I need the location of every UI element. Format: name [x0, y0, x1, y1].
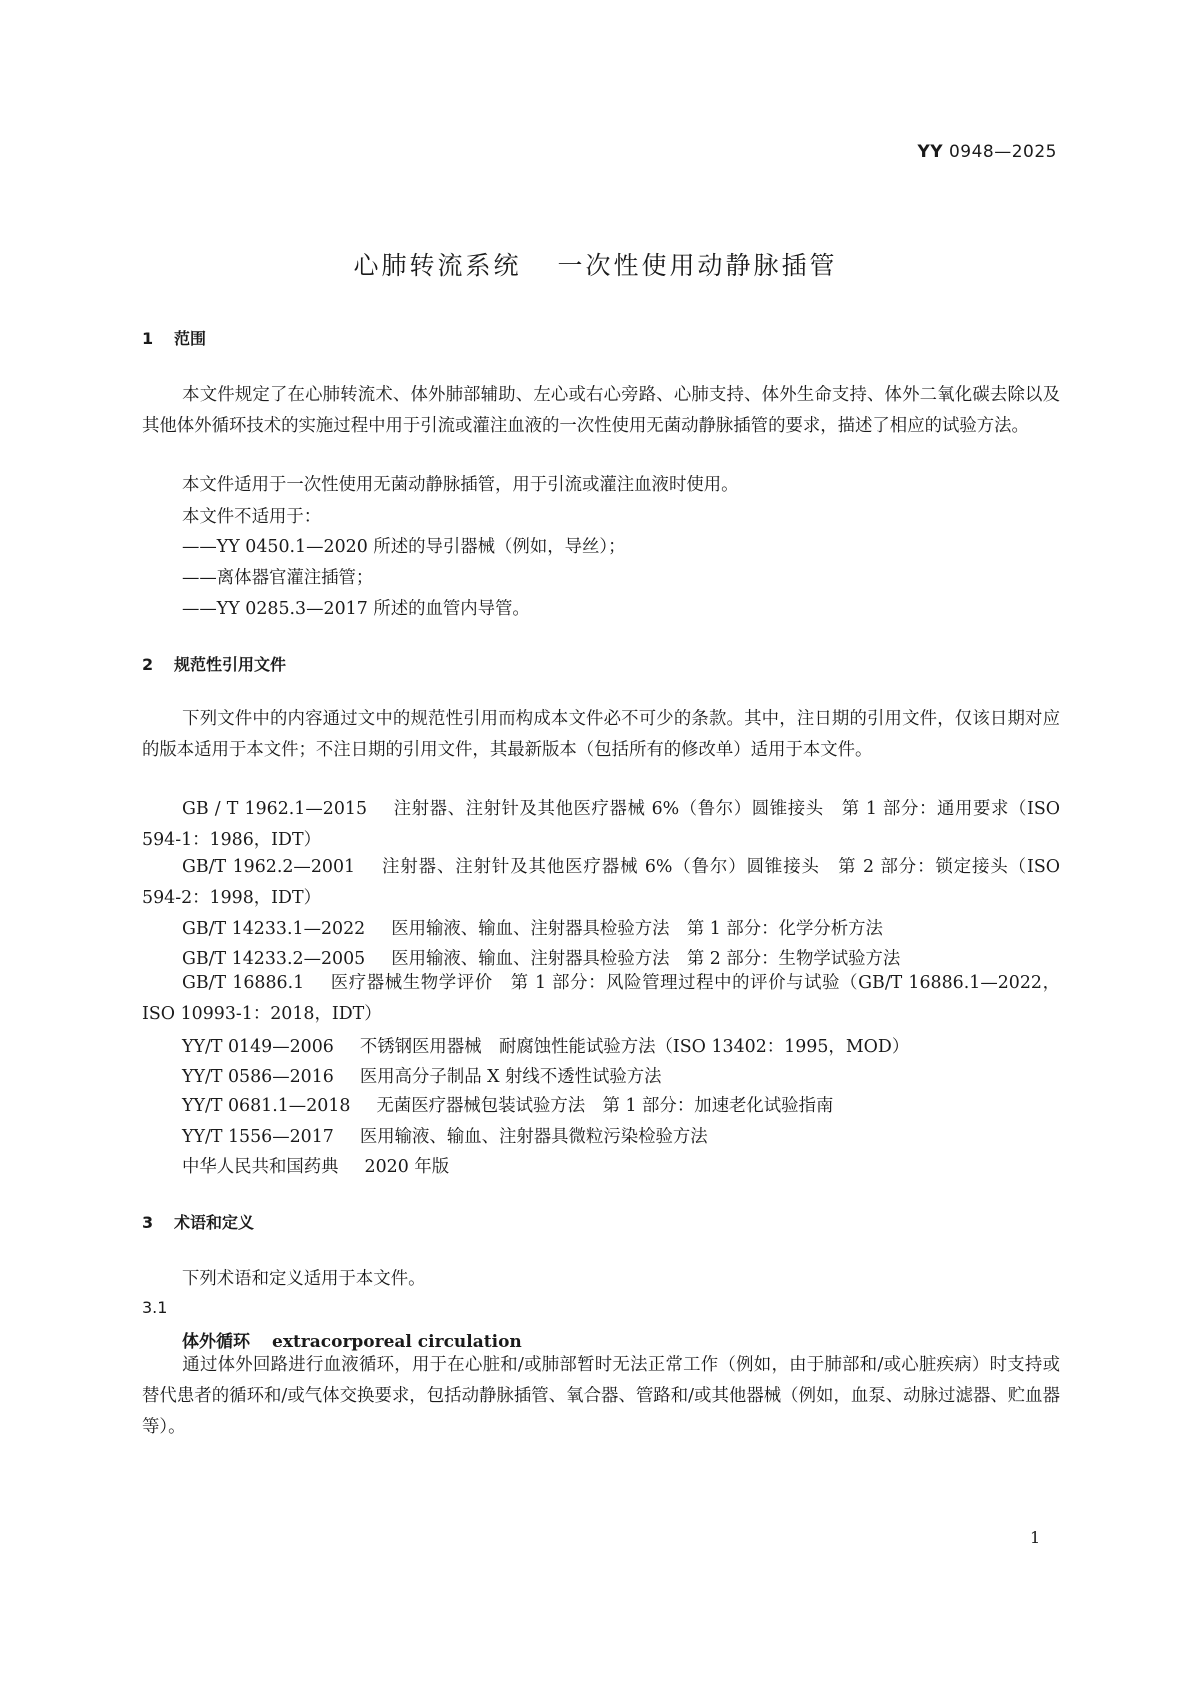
- scope-paragraph-2: 本文件适用于一次性使用无菌动静脉插管，用于引流或灌注血液时使用。: [182, 475, 739, 495]
- reference-item: [182, 1091, 833, 1116]
- terms-intro: 下列术语和定义适用于本文件。: [182, 1269, 426, 1289]
- title-part-1: 心肺转流系统: [353, 251, 522, 280]
- reference-code: GB/T 1962.2—2001: [182, 857, 356, 877]
- reference-item: [182, 1032, 909, 1057]
- reference-item: [182, 944, 900, 969]
- term-entry: [182, 1327, 522, 1352]
- reference-title: 2020 年版: [364, 1157, 450, 1177]
- reference-code: GB/T 14233.2—2005: [182, 949, 366, 969]
- scope-paragraph-1: 本文件规定了在心肺转流术、体外肺部辅助、左心或右心旁路、心肺支持、体外生命支持、体外二氧化碳去除以及其他体外循环技术的实施过程中用于引流或灌注血液的一次性使用无菌动静脉插管的要求，描述了相应的试验方法。: [142, 385, 1060, 436]
- reference-title: 不锈钢医用器械 耐腐蚀性能试验方法（ISO 13402：1995，MOD）: [359, 1037, 910, 1057]
- reference-item: [182, 1062, 662, 1087]
- section-1-heading: [142, 326, 206, 349]
- reference-title: 医用输液、输血、注射器具检验方法 第 2 部分：生物学试验方法: [391, 949, 901, 969]
- section-title: 术语和定义: [174, 1213, 255, 1232]
- reference-code: YY/T 0149—2006: [182, 1037, 334, 1057]
- clause-number: 3.1: [142, 1298, 168, 1317]
- exclusion-item: ——YY 0450.1—2020 所述的导引器械（例如，导丝）；: [182, 537, 626, 557]
- reference-item: [142, 968, 1060, 1030]
- section-number: 2: [142, 655, 154, 674]
- normative-intro: 下列文件中的内容通过文中的规范性引用而构成本文件必不可少的条款。其中，注日期的引用文件，仅该日期对应的版本适用于本文件；不注日期的引用文件，其最新版本（包括所有的修改单）适用于本文件。: [142, 709, 1060, 760]
- standard-code: 0948—2025: [948, 142, 1057, 162]
- section-title: 范围: [174, 329, 207, 348]
- reference-item: [182, 1122, 708, 1147]
- exclusion-item: ——YY 0285.3—2017 所述的血管内导管。: [182, 599, 530, 619]
- page-number: 1: [1030, 1528, 1041, 1547]
- reference-code: YY/T 0586—2016: [182, 1067, 334, 1087]
- reference-title: 医用输液、输血、注射器具微粒污染检验方法: [359, 1127, 708, 1147]
- document-title: [0, 246, 1191, 282]
- reference-title: 医用输液、输血、注射器具检验方法 第 1 部分：化学分析方法: [391, 919, 883, 939]
- reference-code: YY/T 1556—2017: [182, 1127, 334, 1147]
- reference-item: [142, 852, 1060, 914]
- term-definition: 通过体外回路进行血液循环，用于在心脏和/或肺部暂时无法正常工作（例如，由于肺部和/或心脏疾病）时支持或替代患者的循环和/或气体交换要求，包括动静脉插管、氧合器、管路和/或其他器械（例如，血泵、动脉过滤器、贮血器等）。: [142, 1355, 1060, 1437]
- reference-item: [182, 914, 883, 939]
- reference-code: GB/T 16886.1: [182, 973, 305, 993]
- reference-title: 医用高分子制品 X 射线不透性试验方法: [359, 1067, 662, 1087]
- reference-title: 医疗器械生物学评价 第 1 部分：风险管理过程中的评价与试验（GB/T 16886.1—2022，ISO 10993-1：2018，IDT）: [142, 973, 1060, 1024]
- reference-item: [142, 794, 1060, 856]
- section-title: 规范性引用文件: [174, 655, 287, 674]
- reference-title: 注射器、注射针及其他医疗器械 6%（鲁尔）圆锥接头 第 1 部分：通用要求（ISO 594-1：1986，IDT）: [142, 799, 1060, 850]
- reference-title: 无菌医疗器械包装试验方法 第 1 部分：加速老化试验指南: [376, 1096, 834, 1116]
- scope-paragraph-3: 本文件不适用于：: [182, 507, 322, 527]
- section-number: 3: [142, 1213, 154, 1232]
- section-2-heading: [142, 652, 286, 675]
- section-number: 1: [142, 329, 154, 348]
- section-3-heading: [142, 1210, 254, 1233]
- reference-code: GB/T 14233.1—2022: [182, 919, 366, 939]
- reference-title: 注射器、注射针及其他医疗器械 6%（鲁尔）圆锥接头 第 2 部分：锁定接头（ISO 594-2：1998，IDT）: [142, 857, 1060, 908]
- term-chinese: 体外循环: [182, 1332, 250, 1352]
- reference-code: GB / T 1962.1—2015: [182, 799, 368, 819]
- reference-code: 中华人民共和国药典: [182, 1157, 339, 1177]
- standard-prefix: YY: [917, 142, 944, 162]
- reference-code: YY/T 0681.1—2018: [182, 1096, 351, 1116]
- term-english: extracorporeal circulation: [272, 1332, 522, 1352]
- title-part-2: 一次性使用动静脉插管: [557, 251, 838, 280]
- exclusion-item: ——离体器官灌注插管；: [182, 568, 374, 588]
- reference-item: [182, 1152, 449, 1177]
- standard-number: [917, 142, 1057, 162]
